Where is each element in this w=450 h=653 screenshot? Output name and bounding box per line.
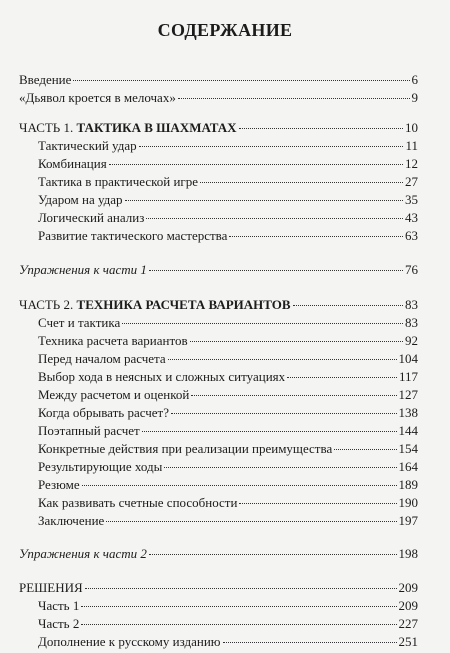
toc-entry-label: Между расчетом и оценкой [38, 387, 190, 402]
toc-part-label [19, 120, 237, 136]
part-prefix: ЧАСТЬ 1. [19, 120, 77, 135]
leader-dots [171, 413, 397, 414]
toc-entry-label: Часть 1 [38, 598, 80, 613]
part-prefix: ЧАСТЬ 2. [19, 297, 77, 312]
leader-dots [125, 200, 403, 201]
toc-entry-label: Поэтапный расчет [38, 423, 140, 438]
toc-entry-page: 35 [405, 192, 418, 207]
leader-dots [81, 624, 396, 625]
leader-dots [122, 323, 403, 324]
toc-entry-page: 9 [411, 90, 418, 105]
toc-entry-label: Упражнения к части 1 [19, 262, 147, 277]
leader-dots [190, 341, 403, 342]
page-title: СОДЕРЖАНИЕ [157, 20, 293, 40]
toc-entry-page: 144 [398, 423, 418, 438]
toc-entry[interactable] [38, 423, 418, 439]
toc-entry-page: 11 [405, 138, 418, 153]
toc-entry[interactable] [38, 156, 418, 172]
toc-entry[interactable] [38, 210, 418, 226]
toc-entry-page: 190 [398, 495, 418, 510]
leader-dots [178, 98, 410, 99]
toc-part-1[interactable] [19, 120, 418, 136]
toc-entry[interactable] [38, 228, 418, 244]
toc-entry[interactable] [38, 616, 418, 632]
toc-entry[interactable] [38, 495, 418, 511]
toc-entry-page: 138 [398, 405, 418, 420]
toc-entry-page: 189 [398, 477, 418, 492]
toc-entry-label: Заключение [38, 513, 105, 528]
toc-part-label [19, 297, 291, 313]
leader-dots [109, 164, 403, 165]
toc-entry-page: 198 [398, 546, 418, 561]
toc-entry[interactable] [38, 369, 418, 385]
toc-entry-page: 92 [405, 333, 418, 348]
toc-entry[interactable] [38, 513, 418, 529]
toc-entry-page: 164 [398, 459, 418, 474]
toc-section-page: 209 [398, 580, 418, 595]
leader-dots [200, 182, 403, 183]
toc-entry-page: 6 [411, 72, 418, 87]
toc-entry-label: Логический анализ [38, 210, 145, 225]
toc-entry-page: 43 [405, 210, 418, 225]
toc-entry[interactable] [38, 333, 418, 349]
leader-dots [82, 485, 397, 486]
toc-solutions[interactable] [19, 580, 418, 596]
leader-dots [191, 395, 396, 396]
toc-entry[interactable] [38, 459, 418, 475]
leader-dots [73, 80, 409, 81]
toc-entry[interactable] [38, 441, 418, 457]
toc-entry-label: «Дьявол кроется в мелочах» [19, 90, 176, 105]
leader-dots [229, 236, 403, 237]
toc-entry[interactable] [38, 315, 418, 331]
toc-exercises-1[interactable] [19, 262, 418, 278]
toc-entry[interactable] [38, 351, 418, 367]
leader-dots [139, 146, 404, 147]
leader-dots [149, 270, 403, 271]
leader-dots [239, 503, 396, 504]
toc-entry-page: 12 [405, 156, 418, 171]
leader-dots [293, 305, 403, 306]
toc-entry[interactable] [38, 138, 418, 154]
toc-entry-label: Введение [19, 72, 72, 87]
toc-entry-page: 209 [398, 598, 418, 613]
leader-dots [149, 554, 397, 555]
toc-entry-page: 63 [405, 228, 418, 243]
leader-dots [142, 431, 397, 432]
toc-entry[interactable] [38, 387, 418, 403]
toc-entry-label: Счет и тактика [38, 315, 121, 330]
toc-entry[interactable] [38, 634, 418, 650]
toc-entry-label: Часть 2 [38, 616, 80, 631]
toc-entry-page: 76 [405, 262, 418, 277]
toc-entry[interactable] [38, 192, 418, 208]
toc-entry[interactable] [38, 405, 418, 421]
toc-entry[interactable] [38, 598, 418, 614]
toc-entry-page: 27 [405, 174, 418, 189]
toc-entry-label: Ударом на удар [38, 192, 123, 207]
toc-entry[interactable] [38, 174, 418, 190]
toc-entry-page: 251 [398, 634, 418, 649]
toc-entry-page: 104 [398, 351, 418, 366]
toc-entry-label: Развитие тактического мастерства [38, 228, 228, 243]
leader-dots [239, 128, 403, 129]
leader-dots [287, 377, 397, 378]
toc-entry-page: 117 [398, 369, 418, 384]
toc-part-page: 10 [405, 120, 418, 135]
toc-entry[interactable] [38, 477, 418, 493]
toc-entry-label: Перед началом расчета [38, 351, 166, 366]
toc-entry-page: 127 [398, 387, 418, 402]
toc-entry-label: Как развивать счетные способности [38, 495, 238, 510]
toc-exercises-2[interactable] [19, 546, 418, 562]
toc-entry-page: 154 [398, 441, 418, 456]
toc-part-2[interactable] [19, 297, 418, 313]
toc-entry-devil[interactable] [19, 90, 418, 106]
part-title: ТЕХНИКА РАСЧЕТА ВАРИАНТОВ [76, 297, 291, 312]
toc-entry-label: Тактический удар [38, 138, 137, 153]
leader-dots [146, 218, 403, 219]
leader-dots [168, 359, 397, 360]
toc-entry-label: Комбинация [38, 156, 107, 171]
toc-section-label: РЕШЕНИЯ [19, 580, 83, 595]
toc-entry-label: Результирующие ходы [38, 459, 163, 474]
toc-entry-label: Тактика в практической игре [38, 174, 199, 189]
toc-entry-label: Конкретные действия при реализации преимущества [38, 441, 333, 456]
leader-dots [164, 467, 396, 468]
part-title: ТАКТИКА В ШАХМАТАХ [76, 120, 237, 135]
toc-entry-label: Техника расчета вариантов [38, 333, 188, 348]
leader-dots [81, 606, 396, 607]
toc-entry-label: Резюме [38, 477, 80, 492]
leader-dots [106, 521, 396, 522]
toc-entry-label: Дополнение к русскому изданию [38, 634, 221, 649]
toc-entry-label: Упражнения к части 2 [19, 546, 147, 561]
toc-entry-page: 227 [398, 616, 418, 631]
toc-entry-page: 197 [398, 513, 418, 528]
toc-entry-label: Выбор хода в неясных и сложных ситуациях [38, 369, 286, 384]
toc-entry-page: 83 [405, 315, 418, 330]
toc-entry-label: Когда обрывать расчет? [38, 405, 169, 420]
toc-part-page: 83 [405, 297, 418, 312]
leader-dots [223, 642, 397, 643]
toc-entry-intro[interactable] [19, 72, 418, 88]
leader-dots [85, 588, 397, 589]
leader-dots [334, 449, 396, 450]
